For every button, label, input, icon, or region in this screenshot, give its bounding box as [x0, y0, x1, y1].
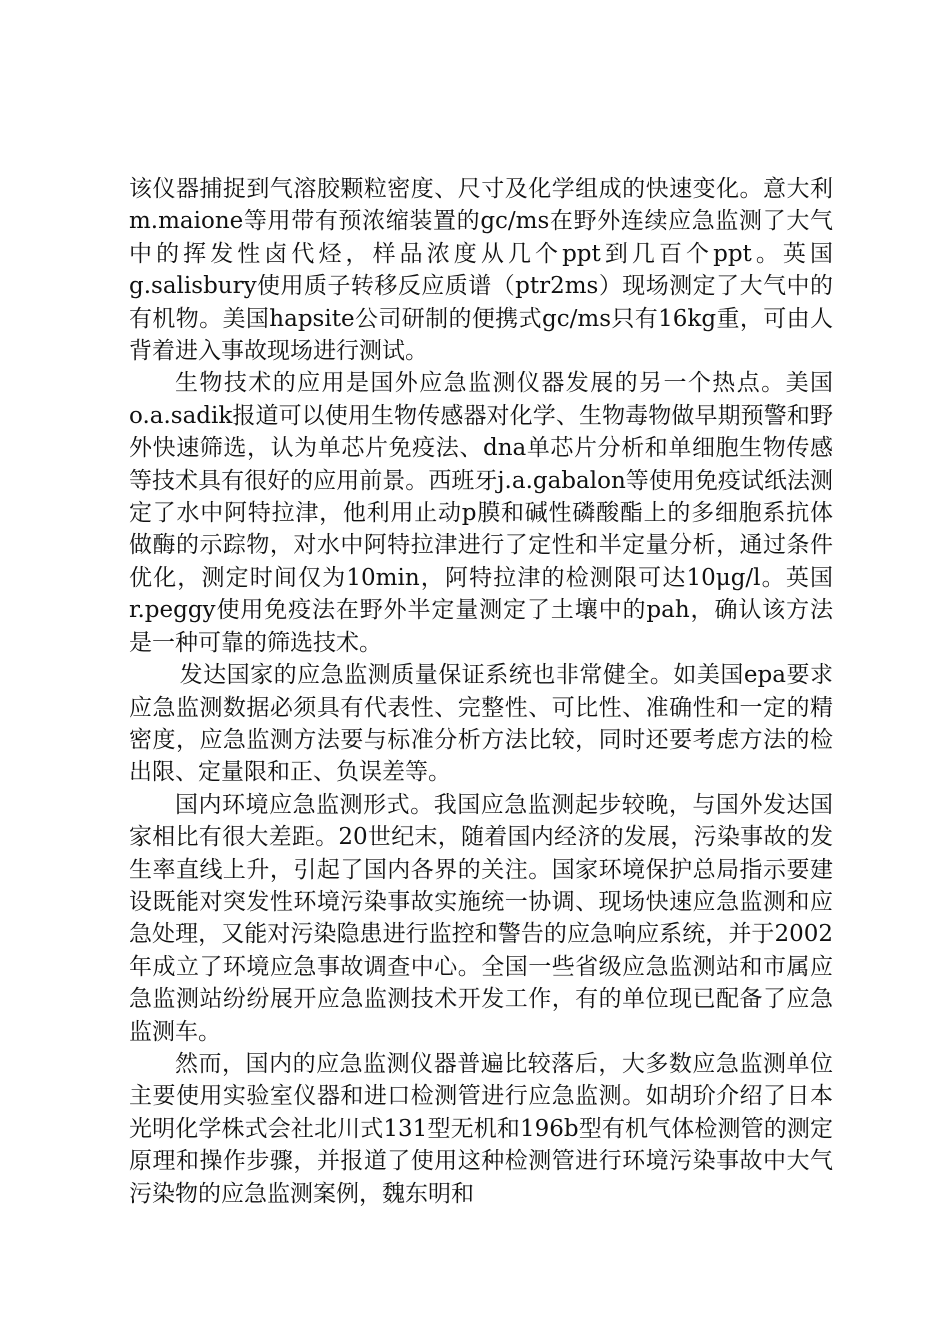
paragraph-biotech: 生物技术的应用是国外应急监测仪器发展的另一个热点。美国o.a.sadik报道可以使用生物传感器对化学、生物毒物做早期预警和野外快速筛选，认为单芯片免疫法、dna单芯片分析和单细胞生物传感等技术具有很好的应用前景。西班牙j.a.gabalon等使用免疫试纸法测定了水中阿特拉津，他利用止动p膜和碱性磷酸酯上的多细胞系抗体做酶的示踪物，对水中阿特拉津进行了定性和半定量分析，通过条件优化，测定时间仅为10min，阿特拉津的检测限可达10μg/l。英国r.peggy使用免疫法在野外半定量测定了土壤中的pah，确认该方法是一种可靠的筛选技术。	[129, 370, 833, 656]
paragraph-quality-assurance: 发达国家的应急监测质量保证系统也非常健全。如美国epa要求应急监测数据必须具有代表性、完整性、可比性、准确性和一定的精密度，应急监测方法要与标准分析方法比较，同时还要考虑方法的检出限、定量限和正、负误差等。	[129, 662, 833, 786]
paragraph-instruments: 该仪器捕捉到气溶胶颗粒密度、尺寸及化学组成的快速变化。意大利m.maione等用带有预浓缩装置的gc/ms在野外连续应急监测了大气中的挥发性卤代烃，样品浓度从几个ppt到几百个ppt。英国g.salisbury使用质子转移反应质谱（ptr2ms）现场测定了大气中的有机物。美国hapsite公司研制的便携式gc/ms只有16kg重，可由人背着进入事故现场进行测试。	[129, 176, 833, 365]
paragraph-domestic-instruments: 然而，国内的应急监测仪器普遍比较落后，大多数应急监测单位主要使用实验室仪器和进口检测管进行应急监测。如胡玠介绍了日本光明化学株式会社北川式131型无机和196b型有机气体检测管的测定原理和操作步骤，并报道了使用这种检测管进行环境污染事故中大气污染物的应急监测案例，魏东明和	[129, 1050, 833, 1207]
paragraph-domestic-status: 国内环境应急监测形式。我国应急监测起步较晚，与国外发达国家相比有很大差距。20世纪末，随着国内经济的发展，污染事故的发生率直线上升，引起了国内各界的关注。国家环境保护总局指示要建设既能对突发性环境污染事故实施统一协调、现场快速应急监测和应急处理，又能对污染隐患进行监控和警告的应急响应系统，并于2002年成立了环境应急事故调查中心。全国一些省级应急监测站和市属应急监测站纷纷展开应急监测技术开发工作，有的单位现已配备了应急监测车。	[129, 791, 833, 1045]
document-body	[129, 173, 833, 1210]
